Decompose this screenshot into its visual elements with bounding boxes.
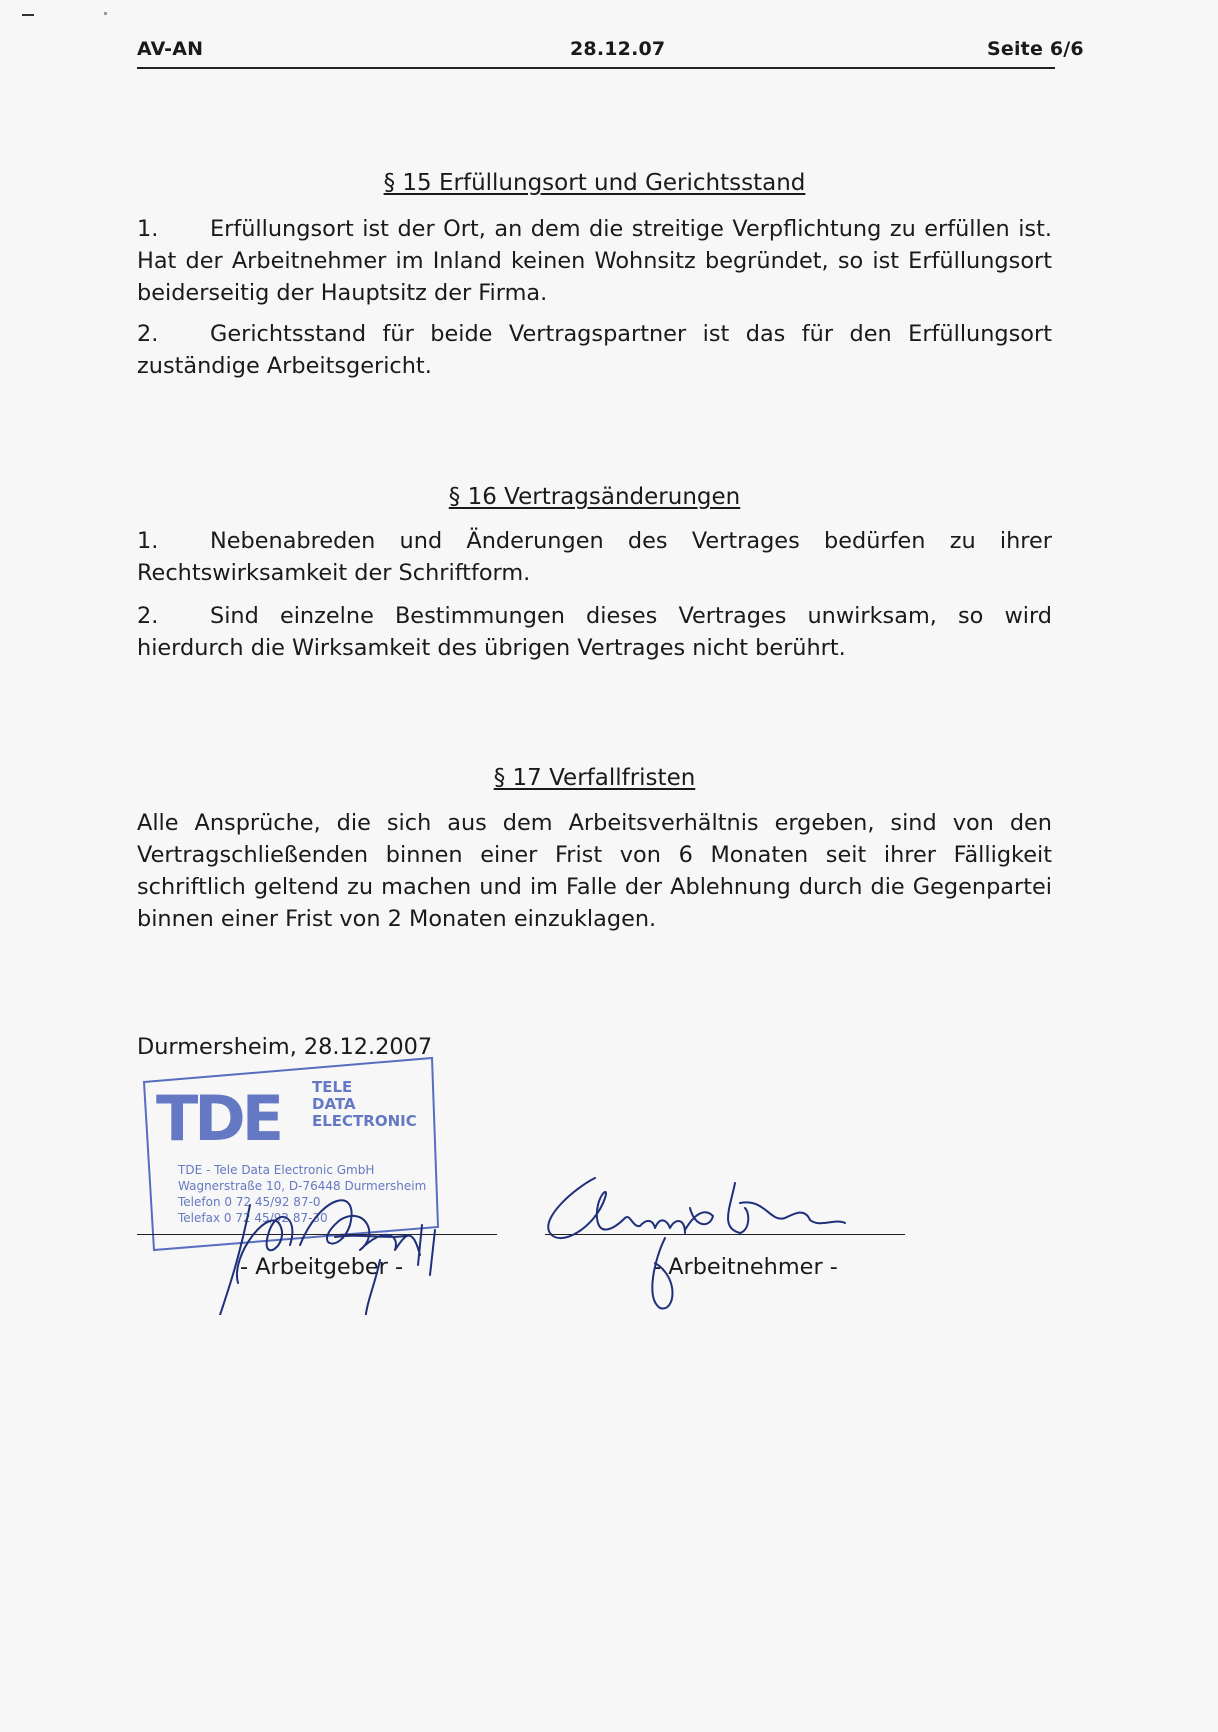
employer-signature [150,1165,540,1315]
stamp-brand-line-1: TELE [312,1078,353,1096]
stamp-line-4: Telefax 0 72 45/92 87-30 [178,1211,328,1225]
section-16-heading: § 16 Vertragsänderungen [448,484,741,510]
employee-label: - Arbeitnehmer - [653,1254,838,1280]
paragraph-text: Nebenabreden und Änderungen des Vertrages bedürfen zu ihrer Rechtswirksamkeit der Schriftform. [137,528,1052,586]
paragraph-number: 2. [137,603,159,629]
paragraph-number: 1. [137,528,159,554]
section-17-paragraph: Alle Ansprüche, die sich aus dem Arbeitsverhältnis ergeben, sind von den Vertragschließenden binnen einer Frist von 6 Monaten seit ihrer Fälligkeit schriftlich geltend zu machen und im Falle der Ablehnung durch die Gegenpartei binnen einer Frist von 2 Monaten einzuklagen. [137,810,1052,932]
header-page-number: Seite 6/6 [987,38,1084,60]
stamp-brand-line-2: DATA [312,1095,356,1113]
section-15-paragraph-2 [137,318,1052,382]
scan-speck [22,14,34,16]
paragraph-text: Sind einzelne Bestimmungen dieses Vertrages unwirksam, so wird hierdurch die Wirksamkeit des übrigen Vertrages nicht berührt. [137,603,1052,661]
employee-signature [535,1158,875,1318]
stamp-line-1: TDE - Tele Data Electronic GmbH [178,1163,375,1177]
section-15-heading: § 15 Erfüllungsort und Gerichtsstand [383,170,806,196]
paragraph-number: 2. [137,321,159,347]
stamp-line-2: Wagnerstraße 10, D-76448 Durmersheim [178,1179,427,1193]
section-15-paragraph-1 [137,213,1052,309]
stamp-logo: TDE [156,1082,281,1155]
scan-speck [104,12,107,15]
section-16-paragraph-2 [137,600,1052,664]
header-document-code: AV-AN [137,38,204,60]
paragraph-number: 1. [137,216,159,242]
place-and-date: Durmersheim, 28.12.2007 [137,1034,433,1060]
section-17-heading: § 17 Verfallfristen [493,765,696,791]
section-16-paragraph-1 [137,525,1052,589]
employer-label: - Arbeitgeber - [240,1254,404,1280]
header-rule [137,67,1055,69]
paragraph-text: Erfüllungsort ist der Ort, an dem die streitige Verpflichtung zu erfüllen ist. Hat der Arbeitnehmer im Inland keinen Wohnsitz begründet, so ist Erfüllungsort beiderseitig der Hauptsitz der Firma. [137,216,1052,306]
paragraph-text: Gerichtsstand für beide Vertragspartner ist das für den Erfüllungsort zuständige Arbeitsgericht. [137,321,1052,379]
stamp-brand-line-3: ELECTRONIC [312,1112,417,1130]
header-date: 28.12.07 [570,38,666,60]
stamp-line-3: Telefon 0 72 45/92 87-0 [178,1195,321,1209]
